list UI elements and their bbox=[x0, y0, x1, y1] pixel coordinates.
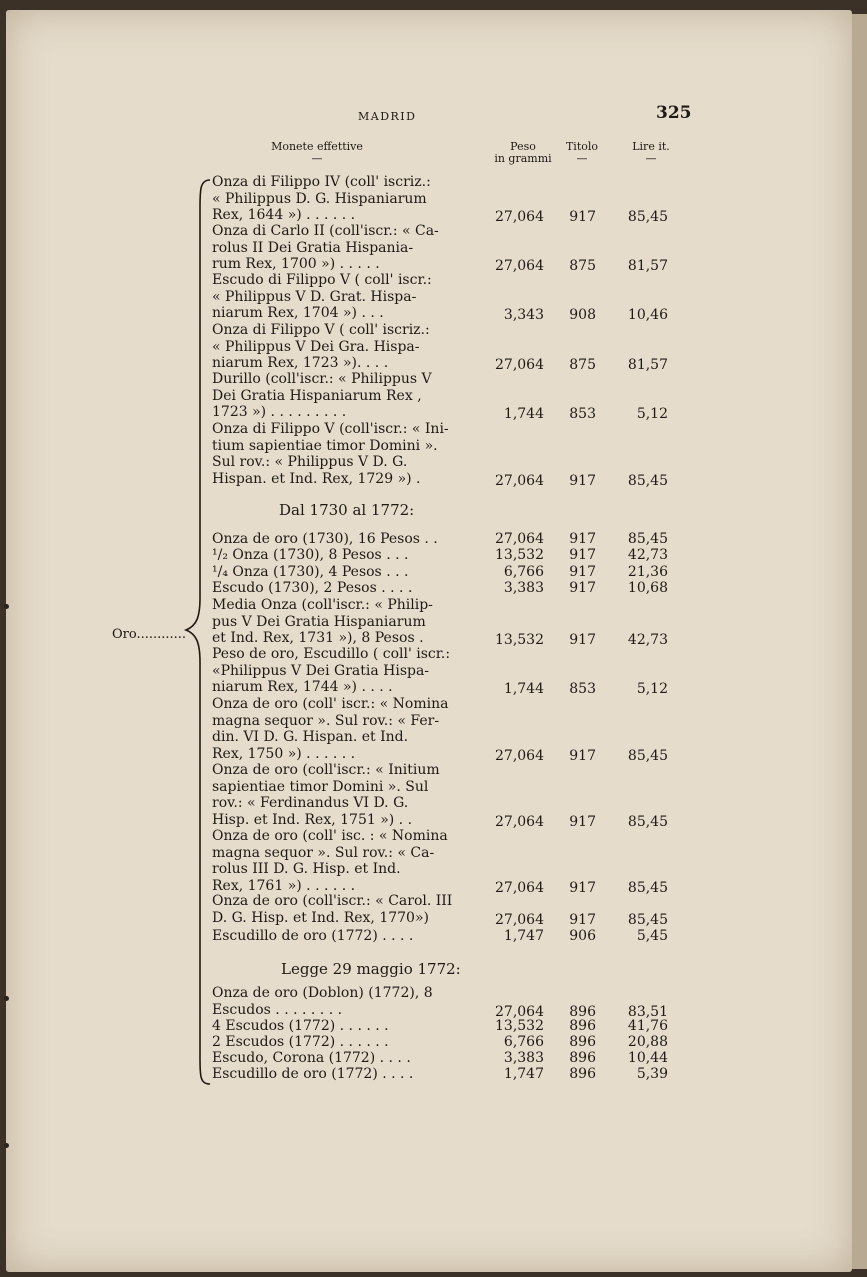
description-line: Rex, 1750 ») . . . . . . bbox=[212, 745, 356, 762]
titolo-value: 908 bbox=[569, 307, 596, 323]
description-line: « Philippus V Dei Gra. Hispa- bbox=[212, 338, 420, 355]
lire-value: 21,36 bbox=[627, 564, 668, 580]
lire-value: 85,45 bbox=[627, 911, 668, 928]
titolo-value: 896 bbox=[569, 1050, 596, 1066]
titolo-value: 917 bbox=[569, 813, 596, 830]
coin-entry-description bbox=[212, 531, 452, 548]
description-line: Rex, 1761 ») . . . . . . bbox=[212, 877, 356, 894]
coin-entry-description bbox=[212, 696, 452, 762]
peso-value: 3,383 bbox=[503, 1050, 544, 1066]
coin-entry-description bbox=[212, 223, 452, 273]
coin-entry-values bbox=[490, 406, 690, 422]
lire-value: 5,39 bbox=[636, 1066, 668, 1082]
coin-entry-description bbox=[212, 322, 452, 372]
section-heading: Legge 29 maggio 1772: bbox=[281, 960, 461, 978]
curly-brace bbox=[182, 178, 212, 1088]
description-line: ¹/₄ Onza (1730), 4 Pesos . . . bbox=[212, 564, 409, 580]
description-line: niarum Rex, 1723 »). . . . bbox=[212, 355, 389, 371]
coin-entry-values bbox=[490, 547, 690, 563]
description-line: Escudo, Corona (1772) . . . . bbox=[212, 1050, 411, 1066]
titolo-value: 917 bbox=[569, 879, 596, 896]
description-line: rov.: « Ferdinandus VI D. G. bbox=[212, 795, 409, 811]
titolo-value: 853 bbox=[569, 681, 596, 697]
coin-entry-values bbox=[490, 209, 690, 225]
lire-value: 81,57 bbox=[627, 258, 668, 274]
peso-value: 3,383 bbox=[503, 580, 544, 596]
description-line: Hispan. et Ind. Rex, 1729 ») . bbox=[212, 470, 421, 487]
description-line: Escudillo de oro (1772) . . . . bbox=[212, 928, 414, 944]
lire-value: 5,45 bbox=[636, 928, 668, 944]
coin-entry-values bbox=[490, 748, 690, 764]
binding-hole bbox=[4, 996, 9, 1001]
description-line: et Ind. Rex, 1731 »), 8 Pesos . bbox=[212, 630, 424, 646]
peso-value: 1,744 bbox=[503, 406, 544, 422]
coin-entry-description bbox=[212, 1066, 452, 1083]
column-header-titolo: Titolo — bbox=[565, 140, 599, 165]
peso-value: 27,064 bbox=[495, 911, 544, 928]
coin-entry-values bbox=[490, 1034, 690, 1050]
description-line: 1723 ») . . . . . . . . . bbox=[212, 404, 347, 420]
coin-entry-description bbox=[212, 564, 452, 581]
lire-value: 41,76 bbox=[627, 1018, 668, 1034]
titolo-value: 917 bbox=[569, 564, 596, 580]
running-head: MADRID bbox=[358, 110, 417, 123]
coin-entry-values bbox=[490, 357, 690, 373]
coin-entry-description bbox=[212, 597, 452, 647]
description-line: Onza di Filippo V ( coll' iscriz.: bbox=[212, 322, 430, 338]
description-line: magna sequor ». Sul rov.: « Ca- bbox=[212, 844, 435, 861]
description-line: niarum Rex, 1744 ») . . . . bbox=[212, 679, 393, 695]
page-edge bbox=[852, 14, 867, 1269]
description-line: rum Rex, 1700 ») . . . . . bbox=[212, 256, 380, 272]
lire-value: 85,45 bbox=[627, 472, 668, 489]
metal-label: Oro............ bbox=[112, 627, 187, 642]
titolo-value: 917 bbox=[569, 209, 596, 225]
peso-value: 27,064 bbox=[495, 357, 544, 373]
peso-value: 3,343 bbox=[503, 307, 544, 323]
peso-value: 27,064 bbox=[495, 879, 544, 896]
description-line: Dei Gratia Hispaniarum Rex , bbox=[212, 387, 422, 404]
coin-entry-description bbox=[212, 893, 452, 926]
coin-entry-values bbox=[490, 580, 690, 596]
coin-entry-values bbox=[490, 681, 690, 697]
description-line: Onza de oro (coll'iscr.: « Initium bbox=[212, 762, 440, 778]
description-line: Onza di Carlo II (coll'iscr.: « Ca- bbox=[212, 223, 439, 239]
description-line: Escudos . . . . . . . . bbox=[212, 1001, 343, 1018]
binding-hole bbox=[4, 1143, 9, 1148]
lire-value: 10,46 bbox=[627, 307, 668, 323]
titolo-value: 917 bbox=[569, 580, 596, 596]
coin-entry-values bbox=[490, 1018, 690, 1034]
description-line: Onza di Filippo IV (coll' iscriz.: bbox=[212, 174, 431, 190]
description-line: Hisp. et Ind. Rex, 1751 ») . . bbox=[212, 811, 413, 828]
description-line: Media Onza (coll'iscr.: « Philip- bbox=[212, 597, 433, 613]
peso-value: 27,064 bbox=[495, 472, 544, 489]
peso-value: 27,064 bbox=[495, 531, 544, 547]
coin-entry-description bbox=[212, 828, 452, 894]
lire-value: 83,51 bbox=[627, 1003, 668, 1020]
titolo-value: 896 bbox=[569, 1034, 596, 1050]
peso-value: 27,064 bbox=[495, 1003, 544, 1020]
column-header-description: Monete effettive — bbox=[271, 140, 363, 165]
peso-value: 27,064 bbox=[495, 813, 544, 830]
lire-value: 42,73 bbox=[627, 632, 668, 648]
lire-value: 85,45 bbox=[627, 531, 668, 547]
coin-entry-values bbox=[490, 1050, 690, 1066]
coin-entry-description bbox=[212, 272, 452, 322]
titolo-value: 917 bbox=[569, 911, 596, 928]
description-line: magna sequor ». Sul rov.: « Fer- bbox=[212, 712, 440, 729]
peso-value: 13,532 bbox=[495, 1018, 544, 1034]
description-line: din. VI D. G. Hispan. et Ind. bbox=[212, 729, 409, 745]
lire-value: 85,45 bbox=[627, 879, 668, 896]
coin-entry-description bbox=[212, 646, 452, 696]
description-line: Escudo (1730), 2 Pesos . . . . bbox=[212, 580, 413, 596]
description-line: Onza de oro (coll' isc. : « Nomina bbox=[212, 828, 448, 844]
description-line: Escudillo de oro (1772) . . . . bbox=[212, 1066, 414, 1082]
coin-entry-values bbox=[490, 912, 690, 928]
peso-value: 27,064 bbox=[495, 747, 544, 764]
titolo-value: 906 bbox=[569, 928, 596, 944]
coin-entry-description bbox=[212, 1050, 452, 1067]
titolo-value: 917 bbox=[569, 632, 596, 648]
peso-value: 6,766 bbox=[503, 1034, 544, 1050]
coin-entry-values bbox=[490, 564, 690, 580]
lire-value: 5,12 bbox=[636, 406, 668, 422]
coin-entry-values bbox=[490, 632, 690, 648]
coin-entry-values bbox=[490, 307, 690, 323]
coin-entry-values bbox=[490, 531, 690, 547]
column-header-lire: Lire it. — bbox=[632, 140, 670, 165]
description-line: Onza de oro (1730), 16 Pesos . . bbox=[212, 531, 438, 547]
description-line: 4 Escudos (1772) . . . . . . bbox=[212, 1018, 389, 1034]
description-line: sapientiae timor Domini ». Sul bbox=[212, 778, 429, 795]
coin-entry-values bbox=[490, 1066, 690, 1082]
peso-value: 6,766 bbox=[503, 564, 544, 580]
peso-value: 1,747 bbox=[503, 928, 544, 944]
description-line: Sul rov.: « Philippus V D. G. bbox=[212, 454, 408, 470]
lire-value: 42,73 bbox=[627, 547, 668, 563]
lire-value: 10,44 bbox=[627, 1050, 668, 1066]
description-line: ¹/₂ Onza (1730), 8 Pesos . . . bbox=[212, 547, 409, 563]
coin-entry-values bbox=[490, 880, 690, 896]
lire-value: 85,45 bbox=[627, 813, 668, 830]
lire-value: 85,45 bbox=[627, 747, 668, 764]
description-line: D. G. Hisp. et Ind. Rex, 1770») bbox=[212, 909, 429, 926]
lire-value: 10,68 bbox=[627, 580, 668, 596]
description-line: « Philippus V D. Grat. Hispa- bbox=[212, 288, 417, 305]
description-line: Onza di Filippo V (coll'iscr.: « Ini- bbox=[212, 421, 449, 437]
description-line: niarum Rex, 1704 ») . . . bbox=[212, 305, 384, 321]
titolo-value: 896 bbox=[569, 1018, 596, 1034]
description-line: Rex, 1644 ») . . . . . . bbox=[212, 207, 356, 223]
coin-entry-description bbox=[212, 174, 452, 224]
description-line: 2 Escudos (1772) . . . . . . bbox=[212, 1034, 389, 1050]
description-line: «Philippus V Dei Gratia Hispa- bbox=[212, 662, 430, 679]
titolo-value: 917 bbox=[569, 547, 596, 563]
description-line: rolus II Dei Gratia Hispania- bbox=[212, 239, 414, 256]
coin-entry-values bbox=[490, 928, 690, 944]
section-heading: Dal 1730 al 1772: bbox=[279, 501, 415, 519]
binding-hole bbox=[4, 604, 9, 609]
peso-value: 13,532 bbox=[495, 547, 544, 563]
description-line: Onza de oro (coll'iscr.: « Carol. III bbox=[212, 893, 453, 909]
description-line: rolus III D. G. Hisp. et Ind. bbox=[212, 861, 401, 877]
coin-entry-description bbox=[212, 985, 452, 1018]
description-line: Onza de oro (coll' iscr.: « Nomina bbox=[212, 696, 449, 712]
titolo-value: 875 bbox=[569, 258, 596, 274]
titolo-value: 917 bbox=[569, 747, 596, 764]
lire-value: 81,57 bbox=[627, 357, 668, 373]
coin-entry-values bbox=[490, 814, 690, 830]
lire-value: 5,12 bbox=[636, 681, 668, 697]
titolo-value: 875 bbox=[569, 357, 596, 373]
coin-entry-description bbox=[212, 371, 452, 421]
coin-entry-description bbox=[212, 421, 452, 487]
titolo-value: 896 bbox=[569, 1003, 596, 1020]
description-line: tium sapientiae timor Domini ». bbox=[212, 437, 438, 454]
lire-value: 20,88 bbox=[627, 1034, 668, 1050]
titolo-value: 917 bbox=[569, 472, 596, 489]
description-line: Escudo di Filippo V ( coll' iscr.: bbox=[212, 272, 432, 288]
description-line: « Philippus D. G. Hispaniarum bbox=[212, 190, 427, 207]
description-line: Onza de oro (Doblon) (1772), 8 bbox=[212, 985, 433, 1001]
titolo-value: 917 bbox=[569, 531, 596, 547]
coin-entry-description bbox=[212, 1018, 452, 1035]
lire-value: 85,45 bbox=[627, 209, 668, 225]
titolo-value: 853 bbox=[569, 406, 596, 422]
peso-value: 13,532 bbox=[495, 632, 544, 648]
peso-value: 27,064 bbox=[495, 258, 544, 274]
coin-entry-description bbox=[212, 928, 452, 945]
peso-value: 1,747 bbox=[503, 1066, 544, 1082]
coin-entry-values bbox=[490, 258, 690, 274]
peso-value: 27,064 bbox=[495, 209, 544, 225]
titolo-value: 896 bbox=[569, 1066, 596, 1082]
peso-value: 1,744 bbox=[503, 681, 544, 697]
description-line: Durillo (coll'iscr.: « Philippus V bbox=[212, 371, 432, 387]
description-line: pus V Dei Gratia Hispaniarum bbox=[212, 613, 426, 630]
coin-entry-description bbox=[212, 547, 452, 564]
description-line: Peso de oro, Escudillo ( coll' iscr.: bbox=[212, 646, 451, 662]
coin-entry-description bbox=[212, 580, 452, 597]
page-number: 325 bbox=[656, 103, 692, 123]
column-header-peso: Peso in grammi bbox=[494, 140, 552, 165]
coin-entry-values bbox=[490, 473, 690, 489]
coin-entry-description bbox=[212, 762, 452, 828]
coin-entry-description bbox=[212, 1034, 452, 1051]
